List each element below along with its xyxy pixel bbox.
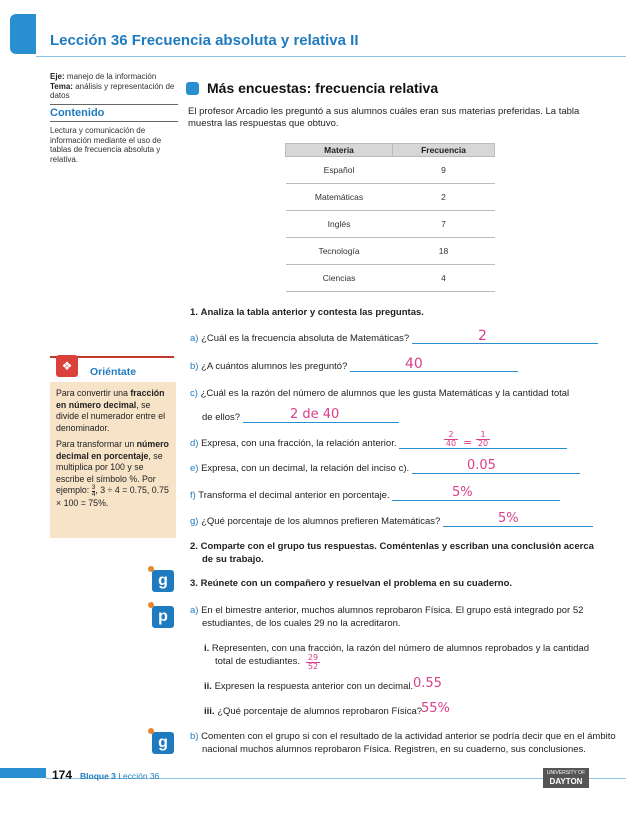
answer-1d-fraction-1 <box>444 431 458 448</box>
item-letter: e) <box>190 463 199 474</box>
question-3a-iii <box>204 706 422 717</box>
answer-line[interactable] <box>412 333 598 344</box>
answer-1c: 2 de 40 <box>290 407 340 422</box>
compass-icon: ❖ <box>56 355 78 377</box>
answer-1b: 40 <box>405 356 423 372</box>
column-header: Materia <box>286 144 393 157</box>
question-text: Comparte con el grupo tus respuestas. Coméntenlas y escriban una conclusión acerca <box>200 541 594 552</box>
table-cell: Matemáticas <box>286 184 393 211</box>
column-header: Frecuencia <box>393 144 495 157</box>
question-1b <box>190 361 518 372</box>
text-run: , se divide el numerador entre el denominador. <box>56 399 166 433</box>
question-number: 1. <box>190 307 198 318</box>
sidebar-divider <box>50 121 178 122</box>
question-3a-i <box>204 643 589 654</box>
answer-1d-fraction-2 <box>476 431 490 448</box>
question-3a <box>190 605 583 616</box>
question-2 <box>190 541 594 552</box>
text-run: Para convertir una <box>56 388 131 398</box>
item-letter: b) <box>190 731 199 742</box>
item-text: Expresa, con un decimal, la relación del inciso c). <box>201 463 410 474</box>
question-1 <box>190 307 424 318</box>
orientate-paragraph-2 <box>56 439 174 510</box>
item-text: Representen, con una fracción, la razón del número de alumnos reprobados y la cantidad <box>211 643 589 654</box>
pair-activity-icon: p <box>152 606 174 628</box>
question-3a-cont <box>202 618 401 629</box>
item-text: total de estudiantes. <box>215 656 301 667</box>
eje-value: manejo de la información <box>66 72 157 81</box>
table-cell: 18 <box>393 238 495 265</box>
answer-1e: 0.05 <box>467 458 496 473</box>
logo-top-text: UNIVERSITY OF <box>546 770 586 776</box>
item-text: ¿Qué porcentaje de los alumnos prefieren Matemáticas? <box>201 516 441 527</box>
question-1d <box>190 438 567 449</box>
table-row <box>286 265 495 292</box>
text-run-bold: número decimal en porcentaje <box>56 439 169 461</box>
item-text: ¿Qué porcentaje de alumnos reprobaron Física? <box>217 706 423 717</box>
lesson-number: Lección 36 <box>50 32 128 49</box>
sidebar <box>50 72 178 164</box>
frequency-table <box>285 143 495 292</box>
answer-3a-iii: 55% <box>421 701 450 716</box>
group-activity-dot <box>148 728 154 734</box>
item-text: ¿Cuál es la frecuencia absoluta de Matemáticas? <box>201 333 410 344</box>
item-text: Expresa, con una fracción, la relación anterior. <box>201 438 397 449</box>
question-1e <box>190 463 580 474</box>
table-row <box>286 184 495 211</box>
sidebar-divider <box>50 104 178 105</box>
item-text: Expresen la respuesta anterior con un decimal. <box>214 681 414 692</box>
table-cell: 7 <box>393 211 495 238</box>
item-letter: d) <box>190 438 199 449</box>
question-1f <box>190 490 560 501</box>
item-letter: f) <box>190 490 196 501</box>
item-label: ii. <box>204 681 212 692</box>
block-label: Bloque 3 <box>80 771 116 781</box>
item-label: i. <box>204 643 210 654</box>
section-intro: El profesor Arcadio les preguntó a sus alumnos cuáles eran sus materias preferidas. La tabla muestra las respuestas que obtuvo. <box>188 106 580 129</box>
answer-line[interactable] <box>392 490 560 501</box>
question-1g <box>190 516 593 527</box>
tema-label: Tema: <box>50 81 73 91</box>
table-cell: 4 <box>393 265 495 292</box>
item-letter: a) <box>190 605 199 616</box>
table-header-row <box>286 144 495 157</box>
question-3b-cont <box>202 744 586 755</box>
table-cell: 2 <box>393 184 495 211</box>
answer-3a-i-fraction <box>306 654 320 671</box>
group-activity-dot <box>148 566 154 572</box>
item-letter: g) <box>190 516 199 527</box>
section-title-text: Más encuestas: frecuencia relativa <box>207 80 439 96</box>
question-1c <box>190 388 569 399</box>
denominator: 20 <box>477 439 489 448</box>
question-3 <box>190 578 512 589</box>
question-text: Reúnete con un compañero y resuelvan el problema en su cuaderno. <box>200 578 513 589</box>
item-text: ¿A cuántos alumnos les preguntó? <box>201 361 348 372</box>
table-cell: Inglés <box>286 211 393 238</box>
question-text: de su trabajo. <box>202 554 264 565</box>
text-run: , 3 ÷ 4 = 0.75, 0.75 × 100 = 75%. <box>56 485 169 508</box>
orientate-paragraph-1 <box>56 388 174 434</box>
denominator: 52 <box>307 662 319 671</box>
logo-main-text: DAYTON <box>549 777 583 786</box>
numerator: 29 <box>307 653 319 662</box>
answer-1g: 5% <box>498 511 519 526</box>
pair-activity-dot <box>148 602 154 608</box>
eje-label: Eje: <box>50 72 65 81</box>
table-row <box>286 211 495 238</box>
text-run: Para transformar un <box>56 439 137 449</box>
footer-bar <box>0 768 46 778</box>
group-activity-icon: g <box>152 732 174 754</box>
answer-3a-ii: 0.55 <box>413 676 442 691</box>
item-text: Transforma el decimal anterior en porcentaje. <box>198 490 390 501</box>
denominator: 40 <box>445 439 457 448</box>
table-cell: Español <box>286 157 393 184</box>
answer-line[interactable] <box>350 361 518 372</box>
answer-1a: 2 <box>478 328 487 344</box>
item-label: iii. <box>204 706 215 717</box>
item-text: Comenten con el grupo si con el resultado de la actividad anterior se podría decir que en el ámbito <box>201 731 616 742</box>
text-run-bold: fracción en número decimal <box>56 388 165 410</box>
contenido-title: Contenido <box>50 106 105 119</box>
table-cell: 9 <box>393 157 495 184</box>
question-1a <box>190 333 598 344</box>
question-3a-ii <box>204 681 413 692</box>
table-row <box>286 238 495 265</box>
orientate-text <box>56 388 174 515</box>
item-text: ¿Cuál es la razón del número de alumnos que les gusta Matemáticas y la cantidad total <box>200 388 570 399</box>
tema-value: análisis y representación de datos <box>50 81 175 100</box>
item-letter: a) <box>190 333 199 344</box>
lesson-label: Lección 36 <box>118 771 160 781</box>
question-number: 3. <box>190 578 198 589</box>
section-square-icon <box>186 82 199 95</box>
item-text: nacional muchos alumnos reprobaron Física. Registren, en su cuaderno, sus conclusiones. <box>202 744 586 755</box>
lesson-title <box>50 32 358 49</box>
answer-1f: 5% <box>452 485 473 500</box>
numerator: 3 <box>91 484 96 491</box>
orientate-title: Oriéntate <box>90 366 137 378</box>
question-2-cont <box>202 554 264 565</box>
item-text: estudiantes, de los cuales 29 no la acreditaron. <box>202 618 401 629</box>
item-letter: b) <box>190 361 199 372</box>
header-rule <box>36 56 626 57</box>
answer-1d-equals: = <box>463 436 473 449</box>
text-run: , se multiplica por 100 y se escribe el símbolo %. Por ejemplo: <box>56 450 163 495</box>
page-number: 174 <box>52 768 73 782</box>
group-activity-icon: g <box>152 570 174 592</box>
university-logo <box>543 768 589 788</box>
question-text: Analiza la tabla anterior y contesta las preguntas. <box>200 307 424 318</box>
question-3a-i-cont <box>215 656 300 667</box>
lesson-topic: Frecuencia absoluta y relativa II <box>131 32 359 49</box>
section-title <box>186 80 438 96</box>
item-text: En el bimestre anterior, muchos alumnos reprobaron Física. El grupo está integrado por 52 <box>201 605 584 616</box>
table-row <box>286 157 495 184</box>
question-3b <box>190 731 616 742</box>
table-cell: Ciencias <box>286 265 393 292</box>
corner-tab <box>10 14 36 54</box>
footer-block-label <box>80 771 159 781</box>
item-letter: c) <box>190 388 198 399</box>
question-number: 2. <box>190 541 198 552</box>
numerator: 1 <box>480 430 486 439</box>
denominator: 4 <box>91 491 96 498</box>
table-cell: Tecnología <box>286 238 393 265</box>
contenido-text: Lectura y comunicación de información mediante el uso de tablas de frecuencia absoluta y relativa. <box>50 126 162 164</box>
item-text: de ellos? <box>202 412 241 423</box>
numerator: 2 <box>448 430 454 439</box>
